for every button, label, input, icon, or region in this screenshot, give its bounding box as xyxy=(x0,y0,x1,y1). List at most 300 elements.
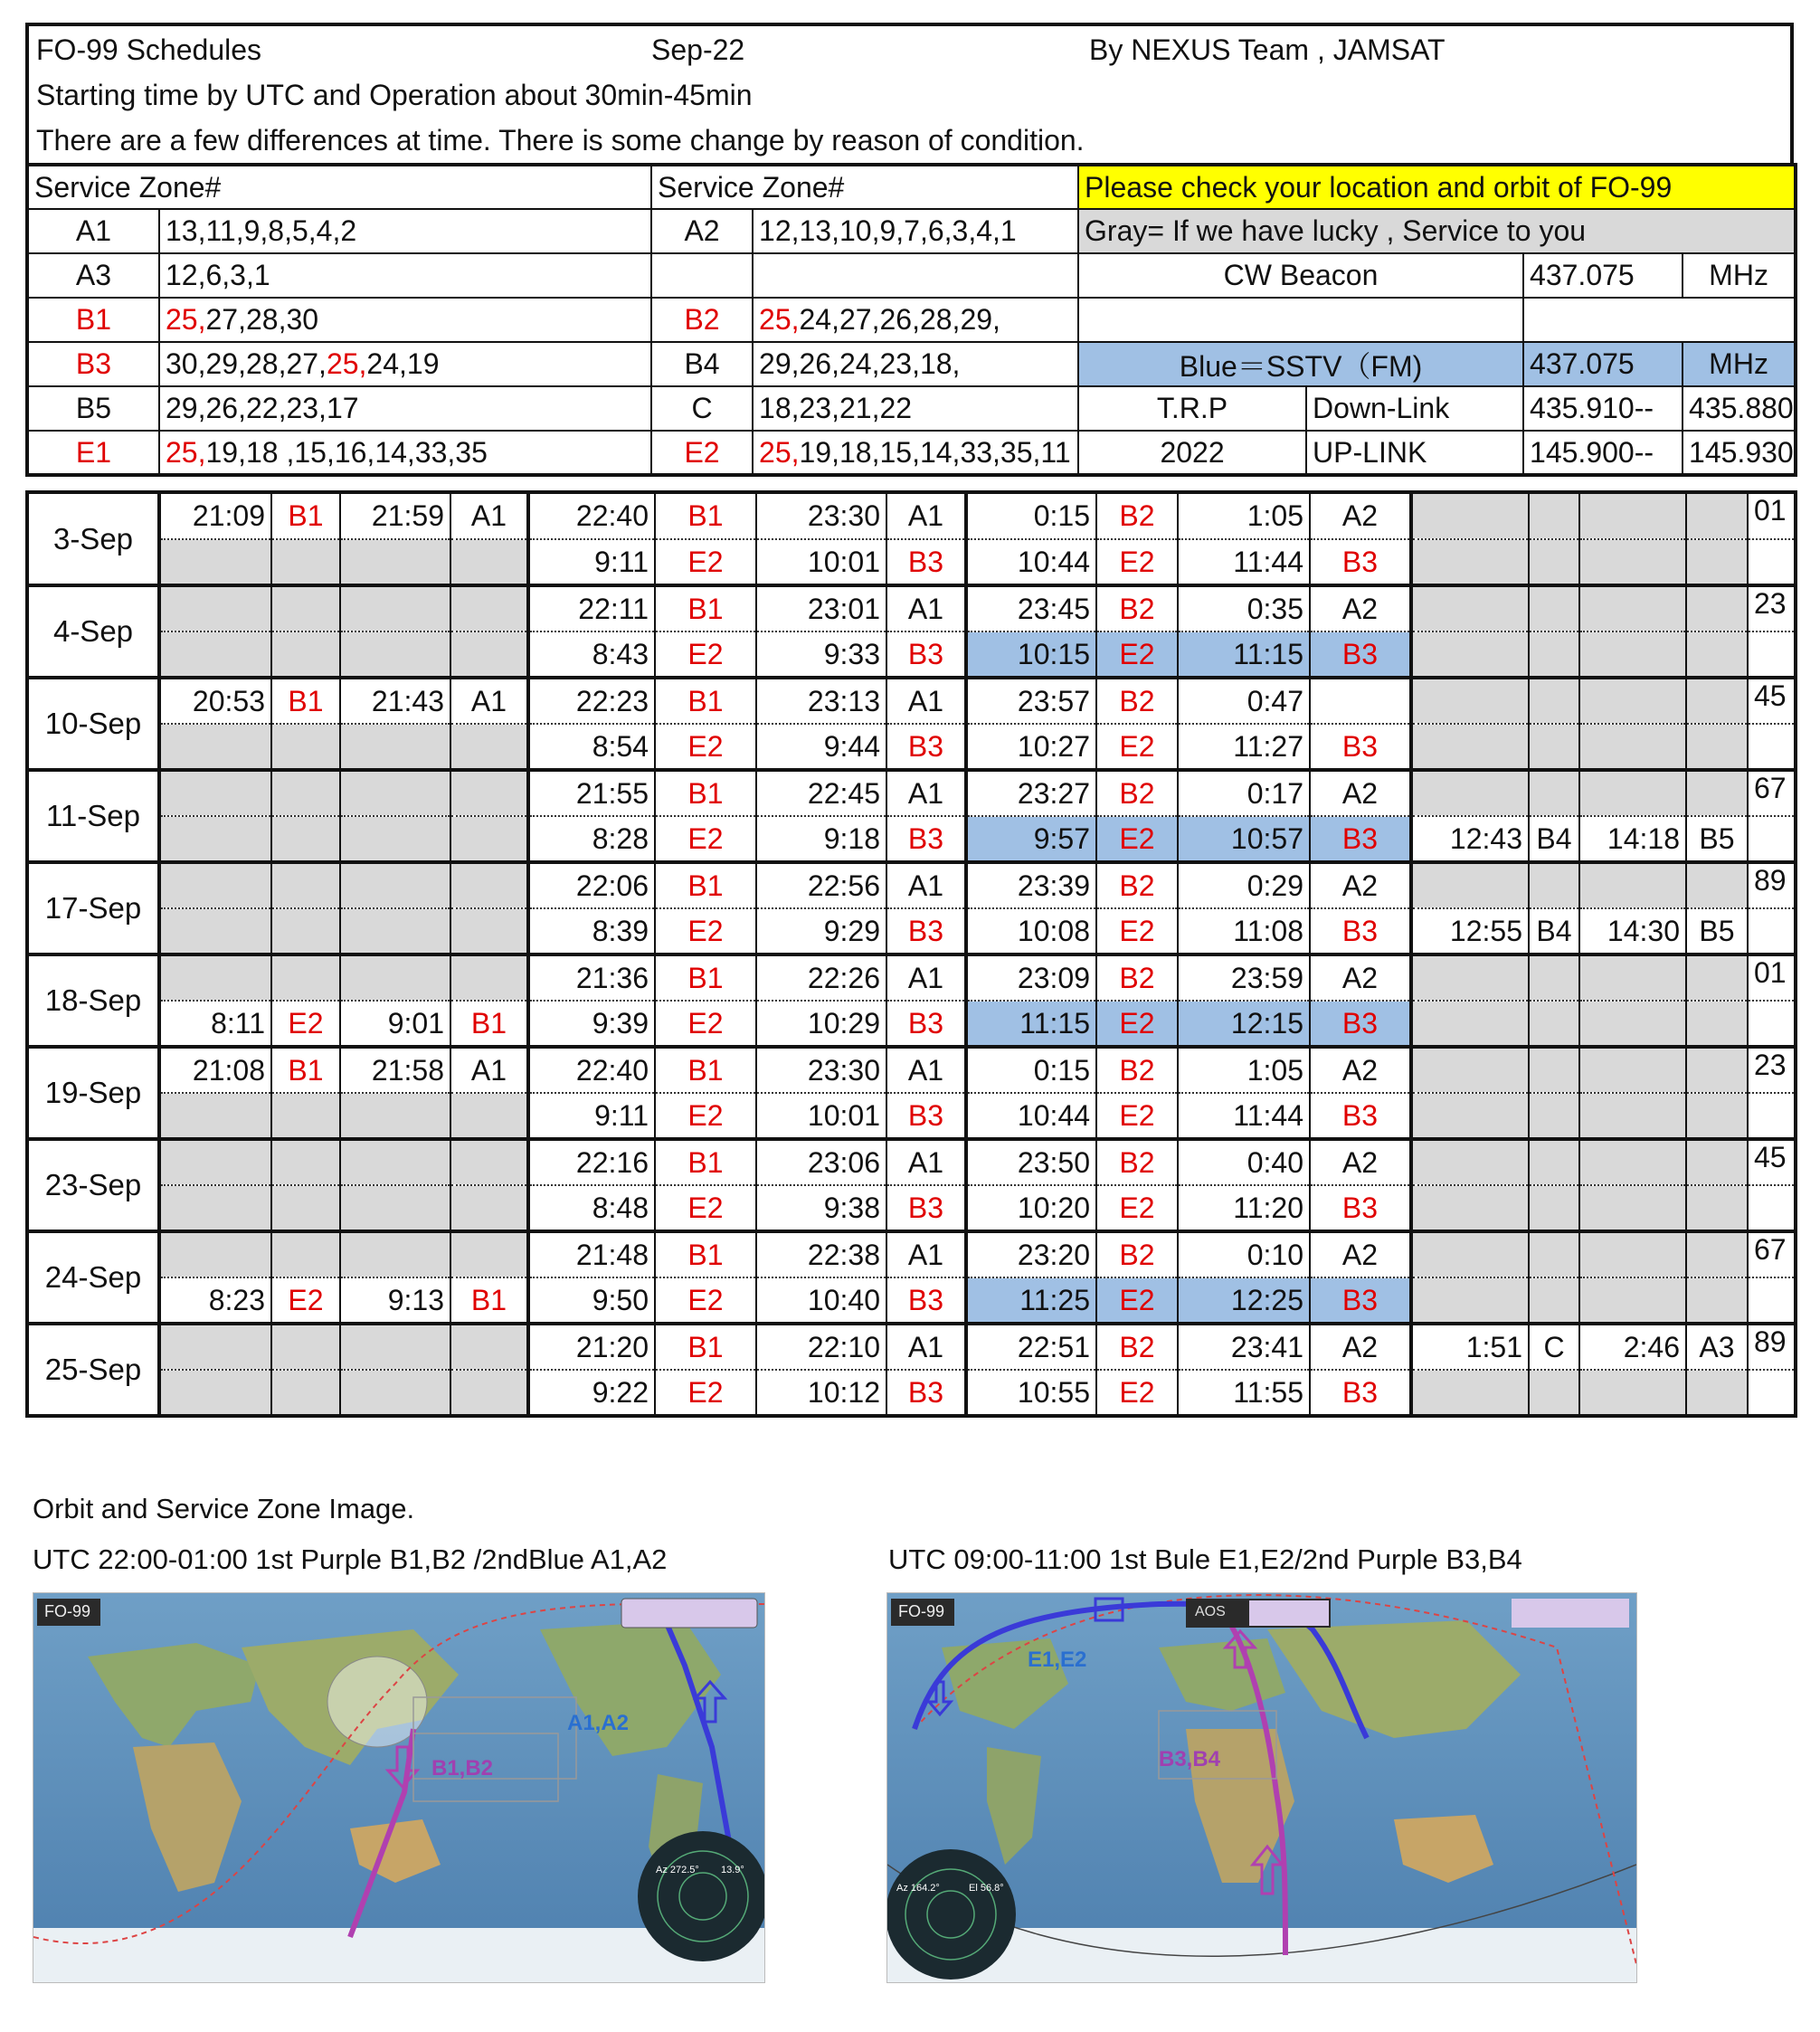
pass-zone: A1 xyxy=(450,492,528,539)
orbit-image-heading: Orbit and Service Zone Image. xyxy=(33,1493,415,1524)
pass-time: 23:06 xyxy=(756,1139,886,1185)
pass-time xyxy=(1579,724,1686,770)
pass-zone: A2 xyxy=(1310,770,1411,816)
pass-zone: B3 xyxy=(1310,539,1411,585)
pass-time xyxy=(1411,1093,1529,1139)
pass-zone xyxy=(1529,1277,1579,1324)
cw-beacon-freq: 437.075 xyxy=(1523,253,1683,298)
pass-zone: B2 xyxy=(1096,1231,1178,1277)
pass-zone: B3 xyxy=(886,631,966,678)
pass-zone: B2 xyxy=(1096,954,1178,1001)
pass-zone: A1 xyxy=(886,1047,966,1093)
pass-indicator-box xyxy=(621,1599,757,1628)
pass-time: 8:48 xyxy=(528,1185,655,1231)
pass-time xyxy=(159,539,271,585)
downlink-label: Down-Link xyxy=(1306,386,1523,431)
pass-time xyxy=(159,1370,271,1416)
zone-list: 25,27,28,30 xyxy=(159,298,651,342)
pass-time xyxy=(340,1324,450,1370)
schedule-header xyxy=(25,23,1794,163)
date-cell: 19-Sep xyxy=(27,1047,159,1139)
pass-code xyxy=(1748,1277,1796,1324)
timing-note: Starting time by UTC and Operation about 30min-45min xyxy=(36,79,753,111)
pass-zone: B1 xyxy=(655,585,756,631)
zone-key: A3 xyxy=(27,253,159,298)
pass-zone xyxy=(1686,1093,1748,1139)
pass-zone: E2 xyxy=(1096,1093,1178,1139)
pass-zone: E2 xyxy=(655,908,756,954)
pass-zone: B2 xyxy=(1096,492,1178,539)
pass-time xyxy=(1579,678,1686,724)
pass-zone xyxy=(271,862,340,908)
pass-zone: B3 xyxy=(886,1093,966,1139)
pass-zone xyxy=(450,1093,528,1139)
pass-time: 9:01 xyxy=(340,1001,450,1047)
pass-time: 23:41 xyxy=(1178,1324,1310,1370)
pass-zone xyxy=(1529,1001,1579,1047)
pass-zone xyxy=(271,1370,340,1416)
pass-time: 10:57 xyxy=(1178,816,1310,862)
pass-time: 9:44 xyxy=(756,724,886,770)
pass-time: 9:22 xyxy=(528,1370,655,1416)
zone-key: B1 xyxy=(27,298,159,342)
pass-time: 21:09 xyxy=(159,492,271,539)
pass-zone: E2 xyxy=(1096,1277,1178,1324)
schedule-row-second-pass xyxy=(27,539,1796,585)
pass-time: 1:05 xyxy=(1178,492,1310,539)
pass-time: 22:40 xyxy=(528,1047,655,1093)
pass-zone xyxy=(1529,539,1579,585)
pass-zone xyxy=(450,1139,528,1185)
zone-list: 29,26,24,23,18, xyxy=(753,342,1078,386)
zone-list: 13,11,9,8,5,4,2 xyxy=(159,209,651,253)
pass-zone: A2 xyxy=(1310,1324,1411,1370)
pass-zone xyxy=(1529,724,1579,770)
pass-time xyxy=(340,816,450,862)
pass-time xyxy=(1411,770,1529,816)
condition-note: There are a few differences at time. There is some change by reason of condition. xyxy=(36,124,1085,157)
pass-zone xyxy=(1529,1047,1579,1093)
pass-zone xyxy=(1529,1370,1579,1416)
pass-zone: E2 xyxy=(1096,1001,1178,1047)
pass-time xyxy=(1411,492,1529,539)
pass-zone: A1 xyxy=(886,585,966,631)
pass-time: 22:26 xyxy=(756,954,886,1001)
pass-time xyxy=(340,1231,450,1277)
date-cell: 24-Sep xyxy=(27,1231,159,1324)
pass-time xyxy=(159,770,271,816)
pass-time xyxy=(159,862,271,908)
pass-zone: B3 xyxy=(886,1001,966,1047)
pass-zone: A1 xyxy=(886,678,966,724)
pass-zone: E2 xyxy=(655,1370,756,1416)
pass-time xyxy=(1579,585,1686,631)
pass-time: 21:43 xyxy=(340,678,450,724)
elevation-readout: El 56.8° xyxy=(969,1883,1004,1894)
sstv-label: Blue＝SSTV（FM) xyxy=(1078,342,1523,386)
pass-time: 0:10 xyxy=(1178,1231,1310,1277)
zone-list: 25,24,27,26,28,29, xyxy=(753,298,1078,342)
pass-zone xyxy=(1686,954,1748,1001)
pass-zone xyxy=(271,631,340,678)
pass-zone: E2 xyxy=(1096,1370,1178,1416)
pass-time xyxy=(1411,1001,1529,1047)
pass-zone xyxy=(1686,585,1748,631)
pass-zone xyxy=(1686,1001,1748,1047)
pass-time xyxy=(1411,862,1529,908)
pass-time: 23:57 xyxy=(966,678,1096,724)
zone-key: A2 xyxy=(651,209,753,253)
pass-zone: E2 xyxy=(1096,539,1178,585)
pass-code xyxy=(1748,1370,1796,1416)
pass-time xyxy=(1411,1370,1529,1416)
pass-code: 23 xyxy=(1748,585,1796,631)
orbit-map-morning-graphic xyxy=(887,1593,1636,1982)
schedule-rows xyxy=(27,492,1796,1416)
pass-zone xyxy=(271,585,340,631)
pass-zone: A2 xyxy=(1310,492,1411,539)
pass-time xyxy=(340,1370,450,1416)
pass-zone: B1 xyxy=(271,1047,340,1093)
pass-zone xyxy=(271,954,340,1001)
gray-legend-notice: Gray= If we have lucky , Service to you xyxy=(1078,209,1796,253)
pass-zone: E2 xyxy=(271,1001,340,1047)
pass-time: 22:38 xyxy=(756,1231,886,1277)
pass-zone xyxy=(450,1231,528,1277)
pass-time: 9:39 xyxy=(528,1001,655,1047)
uplink-label: UP-LINK xyxy=(1306,431,1523,475)
pass-time xyxy=(159,908,271,954)
pass-zone: B1 xyxy=(655,1139,756,1185)
pass-time: 22:51 xyxy=(966,1324,1096,1370)
pass-zone xyxy=(1686,539,1748,585)
zone-key: B2 xyxy=(651,298,753,342)
pass-zone: E2 xyxy=(655,539,756,585)
pass-zone: A1 xyxy=(450,1047,528,1093)
pass-time: 22:16 xyxy=(528,1139,655,1185)
date-cell: 11-Sep xyxy=(27,770,159,862)
pass-time: 8:28 xyxy=(528,816,655,862)
pass-zone: B3 xyxy=(1310,1093,1411,1139)
pass-zone xyxy=(450,770,528,816)
pass-time: 10:55 xyxy=(966,1370,1096,1416)
pass-zone: B3 xyxy=(1310,724,1411,770)
empty-cell xyxy=(1078,298,1523,342)
pass-zone xyxy=(1529,678,1579,724)
zone-list: 12,13,10,9,7,6,3,4,1 xyxy=(753,209,1078,253)
pass-time xyxy=(1579,1185,1686,1231)
pass-zone xyxy=(271,1093,340,1139)
pass-code: 67 xyxy=(1748,1231,1796,1277)
schedule-row-first-pass xyxy=(27,585,1796,631)
pass-code xyxy=(1748,1185,1796,1231)
pass-time xyxy=(1411,954,1529,1001)
location-check-notice: Please check your location and orbit of FO-99 xyxy=(1078,165,1796,209)
cw-beacon-label: CW Beacon xyxy=(1078,253,1523,298)
zone-key xyxy=(651,253,753,298)
pass-zone xyxy=(1686,678,1748,724)
pass-indicator-box xyxy=(1512,1599,1629,1628)
pass-zone xyxy=(1529,631,1579,678)
pass-time: 11:55 xyxy=(1178,1370,1310,1416)
date-cell: 18-Sep xyxy=(27,954,159,1047)
pass-time: 20:53 xyxy=(159,678,271,724)
date-cell: 17-Sep xyxy=(27,862,159,954)
zone-key: B3 xyxy=(27,342,159,386)
zone-key: A1 xyxy=(27,209,159,253)
pass-time: 11:20 xyxy=(1178,1185,1310,1231)
pass-zone: E2 xyxy=(655,816,756,862)
pass-zone: B3 xyxy=(1310,1370,1411,1416)
date-cell: 3-Sep xyxy=(27,492,159,585)
schedule-row-first-pass xyxy=(27,678,1796,724)
pass-schedule-table xyxy=(25,490,1797,1418)
pass-code xyxy=(1748,908,1796,954)
sstv-unit: MHz xyxy=(1683,342,1796,386)
pass-time xyxy=(159,816,271,862)
zone-list: 30,29,28,27,25,24,19 xyxy=(159,342,651,386)
pass-zone: C xyxy=(1529,1324,1579,1370)
pass-time: 23:59 xyxy=(1178,954,1310,1001)
schedule-row-second-pass xyxy=(27,1001,1796,1047)
pass-time: 8:39 xyxy=(528,908,655,954)
pass-zone: B1 xyxy=(450,1277,528,1324)
pass-time: 11:44 xyxy=(1178,539,1310,585)
pass-time: 9:13 xyxy=(340,1277,450,1324)
pass-time: 9:18 xyxy=(756,816,886,862)
pass-time: 9:38 xyxy=(756,1185,886,1231)
pass-time: 10:01 xyxy=(756,539,886,585)
pass-zone xyxy=(271,539,340,585)
pass-zone: B3 xyxy=(1310,1185,1411,1231)
zone-key: B5 xyxy=(27,386,159,431)
pass-zone: E2 xyxy=(655,631,756,678)
pass-zone: B3 xyxy=(886,724,966,770)
pass-time: 10:27 xyxy=(966,724,1096,770)
pass-zone: A2 xyxy=(1310,1047,1411,1093)
left-map-caption: UTC 22:00-01:00 1st Purple B1,B2 /2ndBlue A1,A2 xyxy=(33,1543,668,1575)
pass-zone xyxy=(1529,862,1579,908)
pass-time xyxy=(1579,954,1686,1001)
zone-list: 25,19,18 ,15,16,14,33,35 xyxy=(159,431,651,475)
schedule-row-first-pass xyxy=(27,1324,1796,1370)
pass-time: 9:11 xyxy=(528,539,655,585)
pass-zone: A1 xyxy=(886,1139,966,1185)
right-map-caption: UTC 09:00-11:00 1st Bule E1,E2/2nd Purple B3,B4 xyxy=(888,1543,1522,1575)
pass-time xyxy=(159,585,271,631)
pass-zone xyxy=(1529,1185,1579,1231)
pass-code xyxy=(1748,816,1796,862)
pass-zone: E2 xyxy=(1096,908,1178,954)
trp-label: T.R.P xyxy=(1078,386,1306,431)
pass-zone xyxy=(450,816,528,862)
pass-time xyxy=(340,724,450,770)
service-zone-header-right: Service Zone# xyxy=(651,165,1078,209)
pass-time: 0:29 xyxy=(1178,862,1310,908)
pass-time: 2:46 xyxy=(1579,1324,1686,1370)
pass-time xyxy=(1579,539,1686,585)
pass-zone xyxy=(1686,770,1748,816)
pass-time: 9:50 xyxy=(528,1277,655,1324)
pass-time: 8:23 xyxy=(159,1277,271,1324)
pass-time xyxy=(1411,1277,1529,1324)
azimuth-readout: Az 164.2° xyxy=(896,1883,940,1894)
pass-zone xyxy=(1529,492,1579,539)
pass-time: 23:30 xyxy=(756,1047,886,1093)
zone-key: C xyxy=(651,386,753,431)
pass-zone: B3 xyxy=(886,908,966,954)
pass-time xyxy=(159,1093,271,1139)
pass-zone: B1 xyxy=(271,492,340,539)
pass-code xyxy=(1748,1093,1796,1139)
pass-time xyxy=(1579,1047,1686,1093)
pass-time: 0:15 xyxy=(966,1047,1096,1093)
schedule-row-second-pass xyxy=(27,816,1796,862)
pass-time xyxy=(1579,770,1686,816)
schedule-row-first-pass xyxy=(27,770,1796,816)
pass-zone: B2 xyxy=(1096,770,1178,816)
pass-time: 10:44 xyxy=(966,1093,1096,1139)
pass-zone: B2 xyxy=(1096,678,1178,724)
pass-time xyxy=(1579,1001,1686,1047)
purple-zone-label: B3,B4 xyxy=(1159,1747,1221,1771)
pass-time xyxy=(159,631,271,678)
pass-zone xyxy=(1686,724,1748,770)
pass-time: 9:11 xyxy=(528,1093,655,1139)
schedule-row-second-pass xyxy=(27,1370,1796,1416)
pass-time xyxy=(1579,1093,1686,1139)
pass-time: 14:30 xyxy=(1579,908,1686,954)
zone-key: E1 xyxy=(27,431,159,475)
pass-zone xyxy=(271,1139,340,1185)
date-cell: 4-Sep xyxy=(27,585,159,678)
pass-time xyxy=(1411,1231,1529,1277)
pass-zone: B2 xyxy=(1096,1139,1178,1185)
pass-zone: B5 xyxy=(1686,816,1748,862)
zone-list: 18,23,21,22 xyxy=(753,386,1078,431)
pass-time: 21:48 xyxy=(528,1231,655,1277)
pass-time: 14:18 xyxy=(1579,816,1686,862)
pass-time: 21:59 xyxy=(340,492,450,539)
pass-time: 21:36 xyxy=(528,954,655,1001)
orbit-map-evening xyxy=(33,1592,765,1983)
pass-zone xyxy=(1310,678,1411,724)
pass-time: 22:10 xyxy=(756,1324,886,1370)
aos-label: AOS xyxy=(1195,1604,1226,1619)
pass-time xyxy=(1411,1185,1529,1231)
schedule-row-first-pass xyxy=(27,492,1796,539)
pass-zone: B3 xyxy=(1310,816,1411,862)
pass-zone xyxy=(271,908,340,954)
pass-time: 0:40 xyxy=(1178,1139,1310,1185)
pass-zone: A1 xyxy=(450,678,528,724)
pass-time: 8:54 xyxy=(528,724,655,770)
pass-zone: A2 xyxy=(1310,1139,1411,1185)
pass-time xyxy=(340,1139,450,1185)
uplink-freq-start: 145.900-- xyxy=(1523,431,1683,475)
pass-time: 22:45 xyxy=(756,770,886,816)
pass-zone: B1 xyxy=(655,1324,756,1370)
pass-zone: B1 xyxy=(271,678,340,724)
pass-time: 10:20 xyxy=(966,1185,1096,1231)
pass-zone xyxy=(450,724,528,770)
schedule-row-first-pass xyxy=(27,1139,1796,1185)
schedule-row-second-pass xyxy=(27,631,1796,678)
uplink-freq-end: 145.930 xyxy=(1683,431,1796,475)
pass-zone: A1 xyxy=(886,1324,966,1370)
pass-zone: B3 xyxy=(886,1370,966,1416)
pass-time: 22:23 xyxy=(528,678,655,724)
pass-time: 11:27 xyxy=(1178,724,1310,770)
pass-time: 1:51 xyxy=(1411,1324,1529,1370)
service-zone-header-left: Service Zone# xyxy=(27,165,651,209)
pass-time: 10:40 xyxy=(756,1277,886,1324)
pass-time xyxy=(1579,1277,1686,1324)
pass-time: 21:58 xyxy=(340,1047,450,1093)
pass-zone: E2 xyxy=(1096,816,1178,862)
pass-zone: E2 xyxy=(655,1093,756,1139)
pass-zone xyxy=(271,1231,340,1277)
pass-time: 0:47 xyxy=(1178,678,1310,724)
zone-list: 25,19,18,15,14,33,35,11 xyxy=(753,431,1078,475)
pass-code xyxy=(1748,1001,1796,1047)
pass-zone: E2 xyxy=(655,1277,756,1324)
pass-time xyxy=(1579,862,1686,908)
cw-beacon-unit: MHz xyxy=(1683,253,1796,298)
blue-zone-label: A1,A2 xyxy=(567,1711,630,1735)
pass-time: 22:56 xyxy=(756,862,886,908)
pass-time: 8:43 xyxy=(528,631,655,678)
pass-zone xyxy=(1529,1093,1579,1139)
schedule-row-first-pass xyxy=(27,1231,1796,1277)
pass-time: 12:43 xyxy=(1411,816,1529,862)
downlink-freq-end: 435.880 xyxy=(1683,386,1796,431)
schedule-row-second-pass xyxy=(27,724,1796,770)
pass-zone xyxy=(1529,1139,1579,1185)
pass-zone: B3 xyxy=(1310,1277,1411,1324)
pass-zone xyxy=(1686,492,1748,539)
pass-code: 45 xyxy=(1748,1139,1796,1185)
pass-time: 10:29 xyxy=(756,1001,886,1047)
zone-key: B4 xyxy=(651,342,753,386)
pass-time xyxy=(1411,1047,1529,1093)
orbit-map-evening-graphic xyxy=(33,1593,764,1982)
pass-code: 01 xyxy=(1748,954,1796,1001)
pass-zone: B1 xyxy=(655,954,756,1001)
trp-year: 2022 xyxy=(1078,431,1306,475)
pass-time xyxy=(159,724,271,770)
pass-time: 23:09 xyxy=(966,954,1096,1001)
pass-time xyxy=(340,539,450,585)
pass-time xyxy=(159,954,271,1001)
pass-zone xyxy=(1686,1185,1748,1231)
date-cell: 25-Sep xyxy=(27,1324,159,1416)
pass-time: 22:06 xyxy=(528,862,655,908)
pass-time xyxy=(1579,631,1686,678)
pass-time: 23:20 xyxy=(966,1231,1096,1277)
pass-zone: B1 xyxy=(655,862,756,908)
pass-zone xyxy=(271,1185,340,1231)
pass-time: 10:44 xyxy=(966,539,1096,585)
pass-zone xyxy=(1529,585,1579,631)
purple-zone-label: B1,B2 xyxy=(431,1756,494,1780)
pass-time xyxy=(340,631,450,678)
pass-time xyxy=(1411,678,1529,724)
map-tag: FO-99 xyxy=(44,1602,91,1620)
schedule-author: By NEXUS Team , JAMSAT xyxy=(1089,33,1446,66)
pass-zone xyxy=(450,631,528,678)
pass-zone: E2 xyxy=(655,1185,756,1231)
